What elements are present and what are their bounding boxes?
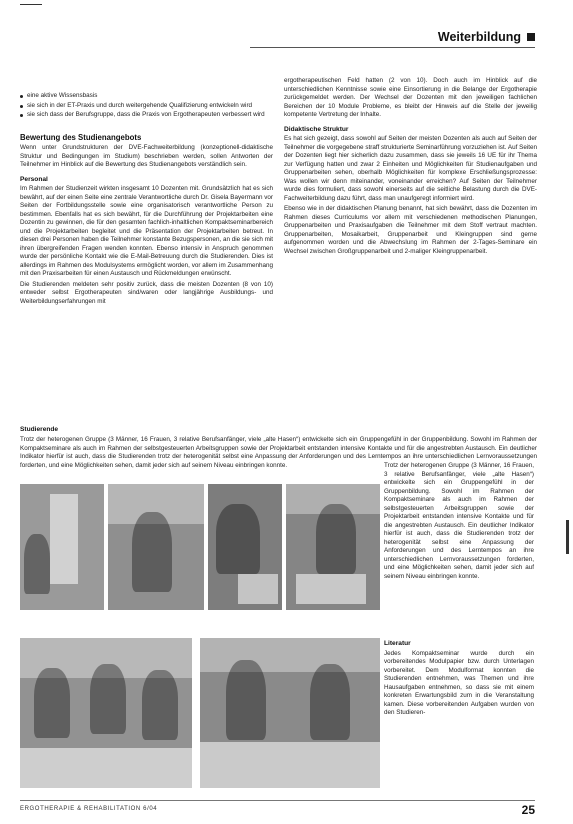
photo-top-2	[108, 484, 204, 610]
side-margin-mark	[566, 520, 569, 554]
left-column	[20, 92, 273, 308]
bullet-item: sie sich dass der Berufsgruppe, dass die Praxis von Ergotherapeuten verbessert wird	[20, 111, 273, 120]
didactic-heading: Didaktische Struktur	[284, 125, 349, 133]
photo-top-4	[286, 484, 380, 610]
footer-publication: ERGOTHERAPIE & REHABILITATION 6/04	[20, 806, 158, 812]
header-square-icon	[527, 33, 535, 41]
literature-heading: Literatur	[384, 640, 411, 647]
closing-paragraph: Die Studierenden meldeten sehr positiv zurück, dass die meisten Dozenten (8 von 10) entweder selbst Ergotherapeuten sind/waren oder langjährige Ausbildungs- und Weiterbildungserfahrungen mit	[20, 280, 273, 305]
bullet-list	[20, 92, 273, 120]
page-number: 25	[521, 803, 535, 817]
section-title: Weiterbildung	[437, 30, 521, 44]
photo-top-3	[208, 484, 282, 610]
personal-heading: Personal	[20, 175, 48, 183]
didactic-paragraph: Es hat sich gezeigt, dass sowohl auf Seiten der meisten Dozenten als auch auf Seiten der Teilnehmer die vorgegebene straff strukturierte Seminarführung vorzuziehen ist. Auf Seiten der Dozenten liegt hier sicherlich dazu zusammen, dass sie jeweils 16 UE für ihr Thema zur Verfügung hatten und zwar 2 Einheiten und Möglichkeiten für Studienaufgaben und Gruppenarbeiten sehen, oberhalb Möglichkeiten für komplexe Erschließungsprozesse: Was wollen wir denn miteinander, voneinander erreichen? Auf Seiten der Teilnehmer wurde dies formuliert, dass sowohl einerseits auf die seitliche Belastung durch die DVE-Fachweiterbildung dazu führt, dass man unaufgeregt informiert wird.	[284, 135, 537, 202]
footer-rule	[20, 800, 535, 801]
photo-bottom-1	[20, 638, 192, 788]
bullet-item: eine aktive Wissensbasis	[20, 92, 273, 101]
students-intro-lines	[20, 436, 537, 469]
intro-paragraph: Wenn unter Grundstrukturen der DVE-Fachweiterbildung (konzeptionell-didaktische Struktur und Bedingungen im Studium) beschrieben werden, sollen Antworten der Teilnehmer im Hinblick auf die Bewertung des Studienangebots verständlich sein.	[20, 144, 273, 168]
didactic-paragraph-2: Ebenso wie in der didaktischen Planung benannt, hat sich bewährt, dass die Dozenten im Rahmen dieses Curriculums vor allem mit verschiedenen methodischen Planungen, Gruppenarbeiten und Praxisaufgaben die Teilnehmer mit dem Stoff vertraut machten. Gruppenarbeiten, Mosaikarbeit, Gruppenarbeit und Kleingruppen sind gerne aufgenommen worden und die Abwechslung im Rahmen der 2-Tages-Seminare ein Wechsel zwischen Großgruppenarbeit und 2-maliger Kleingruppenarbeit.	[284, 205, 537, 255]
page-header	[438, 30, 535, 44]
right-column	[284, 77, 537, 258]
bullet-item: sie sich in der ET-Praxis und durch weitergehende Qualifizierung entwickeln wird	[20, 102, 273, 111]
header-rule	[250, 47, 535, 48]
students-heading: Studierende	[20, 426, 59, 433]
students-continuation	[384, 462, 534, 627]
top-corner-rule	[20, 4, 42, 5]
students-paragraph: Trotz der heterogenen Gruppe (3 Männer, 16 Frauen, 3 relative Berufsanfänger, viele „alte Hasen“) entwickelte sich ein Gruppengefühl in der Gruppenbildung. Sowohl im Rahmen der Kompaktseminare als auch im Rahmen der selbstgesteuerten Arbeitsgruppen sowie der Projektarbeit entstanden intensive Kontakte und für die angestrebten Austausch. Ein deutlicher Indikator hierfür ist auch, dass die Studierenden trotz der heterogenität selbst eine Anpassung der Anforderungen und des Lerntempos an ihre unterschiedlichen Lernvoraussetzungen forderten, und eine Möglichkeiten sehen, damit jeder sich auf seinem Niveau einbringen konnte.	[384, 462, 534, 580]
literature-paragraph: Jedes Kompaktseminar wurde durch ein vorbereitendes Modulpapier bzw. durch Unterlagen vorbereitet. Dem Modulformat konnten die Studierenden entnehmen, was Themen und ihre Hausaufgaben entnehmen, so dass sie mit einem konkreten Erwartungsbild zum in die Veranstaltung kamen. Diese vorbereitenden Aufgaben wurden von den Studieren-	[384, 649, 534, 716]
photo-top-1	[20, 484, 104, 610]
personal-paragraph: Im Rahmen der Studienzeit wirkten insgesamt 10 Dozenten mit. Grundsätzlich hat es sich bewährt, auf der einen Seite eine zentrale Verantwortliche durch Dr. Gisela Bayermann vor Seiten der Fortbildungsstelle sowie eine organisatorisch verantwortliche Person zu bestimmen. Ebenfalls hat es sich bewährt, für die Durchführung der Projektarbeiten eine Dozentin zu gewinnen, die für den gesamten fachlich-inhaltlichen Kompaktseminarbereich und die Projektarbeiten begleitet und die Präsentation der Projektarbeiten betreut. In diesen drei Personen haben die Teilnehmer konstante Bezugspersonen, an die sie sich mit ihren übergreifenden Fragen wenden konnten. Ebenso intensiv in Anspruch genommen wurde der persönliche Kontakt wie die E-Mail-Betreuung durch die Studierenden. Dies ist allerdings im Rahmen des Modulsystems ermöglicht worden, vor allem im Zusammenhang mit den Praxisarbeiten für einen Austausch und Rückmeldungen erwünscht.	[20, 185, 273, 277]
section-heading: Bewertung des Studienangebots	[20, 132, 142, 142]
students-paragraph-start: Trotz der heterogenen Gruppe (3 Männer, 16 Frauen, 3 relative Berufsanfänger, viele „alte Hasen“) entwickelte sich ein Gruppengefühl in der Gruppenbildung. Sowohl im Rahmen der Kompaktseminare als auch im Rahmen der selbstgesteuerten Arbeitsgruppen sowie der Projektarbeit entstanden intensive Kontakte und für die angestrebten Austausch. Ein deutlicher Indikator hierfür ist auch, dass die Studierenden trotz der heterogenität selbst eine Anpassung der Anforderungen und des Lerntempos an ihre unterschiedlichen Lernvoraussetzungen forderten, und eine Möglichkeiten sehen, damit jeder sich auf seinem Niveau einbringen konnte.	[20, 436, 537, 469]
photo-bottom-2	[200, 638, 380, 788]
students-block-top	[20, 420, 537, 436]
literature-block	[384, 634, 534, 794]
right-top-paragraph: ergotherapeutischen Feld hatten (2 von 10). Doch auch im Hinblick auf die unterschiedlichen Kenntnisse sowie eine Einsortierung in die Belange der Ergotherapie zurückgemeldet werden. Der Wechsel der Dozenten mit den jeweiligen fachlichen Bereichen der 10 Module Probleme, es bleibt der Hinweis auf die Stelle der jeweilig kompetente Vertretung der Inhalte.	[284, 77, 537, 118]
